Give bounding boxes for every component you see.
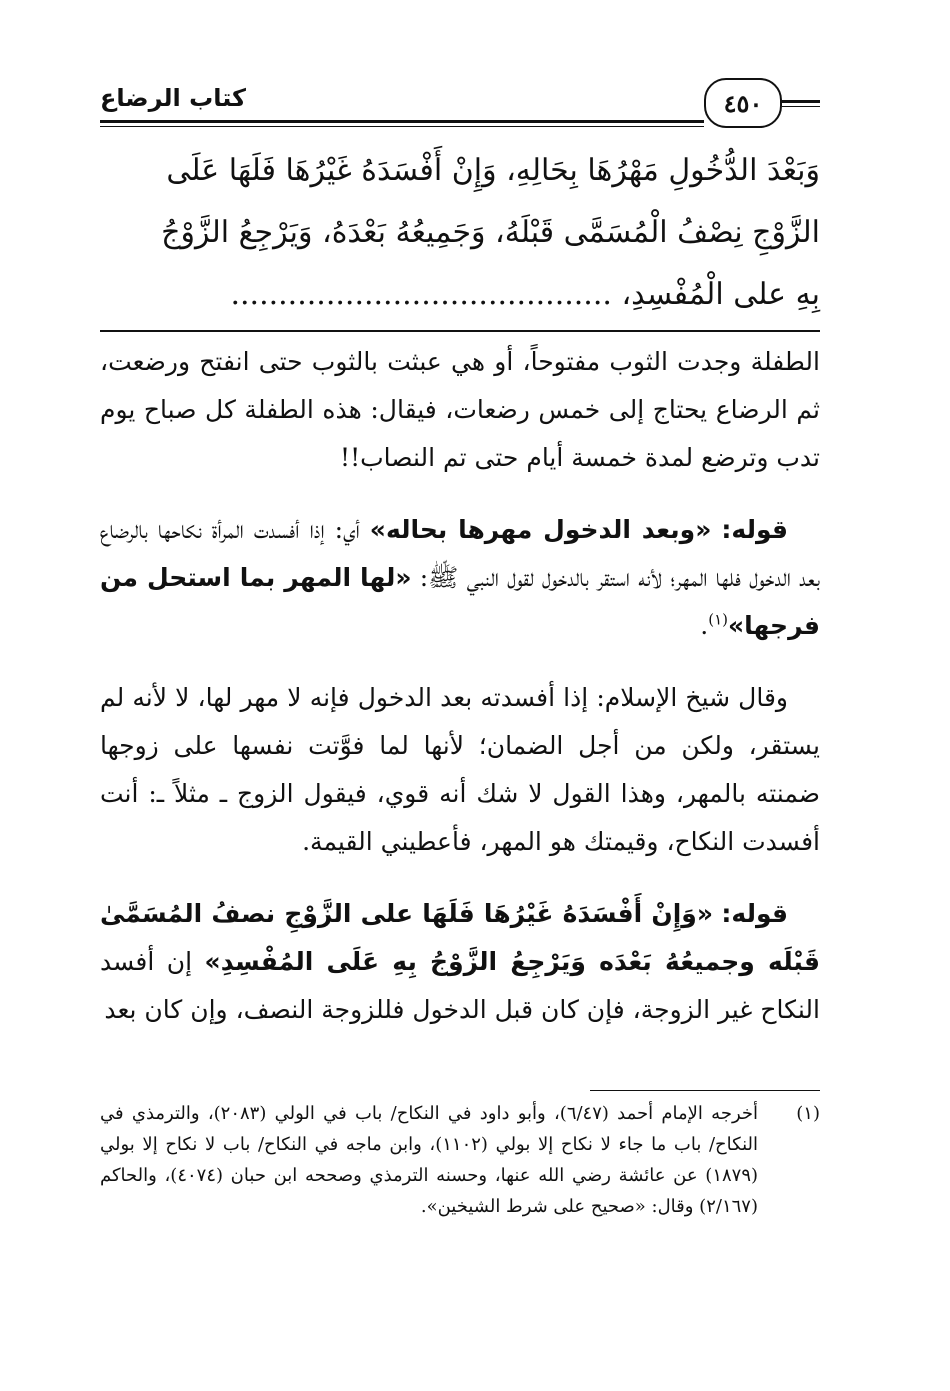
qawluhu-label: قوله: bbox=[721, 515, 788, 544]
running-header bbox=[100, 78, 820, 130]
header-rule-right bbox=[782, 100, 820, 103]
header-rule-right-thin bbox=[782, 106, 820, 107]
matn-dots: ........................................ bbox=[230, 277, 612, 312]
matn-line: الزَّوْجِ نِصْفُ الْمُسَمَّى قَبْلَهُ، وَجَمِيعُهُ بَعْدَهُ، وَيَرْجِعُ الزَّوْجُ bbox=[161, 215, 820, 250]
matn-quote: «وبعد الدخول مهرها بحاله» bbox=[369, 515, 712, 544]
matn-text bbox=[100, 140, 820, 326]
qawluhu-label: قوله: bbox=[721, 899, 789, 928]
footnotes bbox=[100, 1098, 820, 1222]
footnote-number: (١) bbox=[796, 1103, 820, 1124]
matn-line bbox=[100, 264, 820, 326]
commentary bbox=[100, 338, 820, 1058]
header-rule-thin bbox=[100, 126, 704, 127]
book-title: كتاب الرضاع bbox=[100, 84, 247, 112]
header-rule bbox=[100, 120, 704, 123]
footnote-text: أخرجه الإمام أحمد (٦/٤٧)، وأبو داود في النكاح/ باب في الولي (٢٠٨٣)، والترمذي في النكاح/ باب ما جاء لا نكاح إلا بولي (١١٠٢)، وابن ماجه في النكاح/ باب لا نكاح إلا بولي (١٨٧٩) عن عائشة رضي الله عنها، وحسنه الترمذي وصححه ابن حبان (٤٠٧٤)، والحاكم (٢/١٦٧) وقال: «صحيح على شرط الشيخين». bbox=[100, 1103, 759, 1217]
footnote-divider bbox=[590, 1090, 820, 1091]
paragraph: وقال شيخ الإسلام: إذا أفسدته بعد الدخول فإنه لا مهر لها، لا لأنه لم يستقر، ولكن من أجل الضمان؛ لأنها لما فوَّتت نفسها على زوجها ضمنته بالمهر، وهذا القول لا شك أنه قوي، فيقول الزوج ـ مثلاً ـ: أنت أفسدت النكاح، وقيمتك هو المهر، فأعطيني القيمة. bbox=[100, 683, 820, 856]
footnote-ref: (١) bbox=[708, 610, 729, 629]
paragraph-end: . bbox=[700, 611, 709, 640]
paragraph-text: إن أفسد النكاح غير الزوجة، فإن كان قبل الدخول فللزوجة النصف، وإن كان بعد bbox=[100, 947, 820, 1024]
page-number: ٤٥٠ bbox=[704, 78, 782, 128]
matn-divider bbox=[100, 330, 820, 332]
paragraph: الطفلة وجدت الثوب مفتوحاً، أو هي عبثت بالثوب حتى انفتح ورضعت، ثم الرضاع يحتاج إلى خمس رضعات، فيقال: هذه الطفلة كل صباح يوم تدب وترضع لمدة خمسة أيام حتى تم النصاب!! bbox=[100, 347, 820, 472]
paragraph-text: أي: إذا أفسدت المرأة نكاحها بالرضاع بعد الدخول فلها المهر؛ لأنه استقر بالدخول لقول النبي ﷺ: bbox=[100, 515, 821, 592]
hadith-quote: «لها المهر بما استحل من فرجها» bbox=[100, 563, 820, 640]
footnote bbox=[100, 1098, 820, 1222]
matn-line: وَبَعْدَ الدُّخُولِ مَهْرُهَا بِحَالِهِ، وَإِنْ أَفْسَدَهُ غَيْرُهَا فَلَهَا عَلَى bbox=[166, 153, 820, 188]
paragraph bbox=[100, 890, 820, 1034]
matn-line-text: بِهِ على الْمُفْسِدِ، bbox=[621, 277, 820, 312]
paragraph bbox=[100, 506, 820, 650]
matn-quote: «وَإِنْ أَفْسَدَهُ غَيْرُهَا فَلَهَا على الزَّوْجِ نصفُ المُسَمَّىٰ قَبْلَه وجميعُهُ بَعْدَه وَيَرْجِعُ الزَّوْجُ بِهِ عَلَى المُفْسِدِ» bbox=[100, 899, 820, 976]
